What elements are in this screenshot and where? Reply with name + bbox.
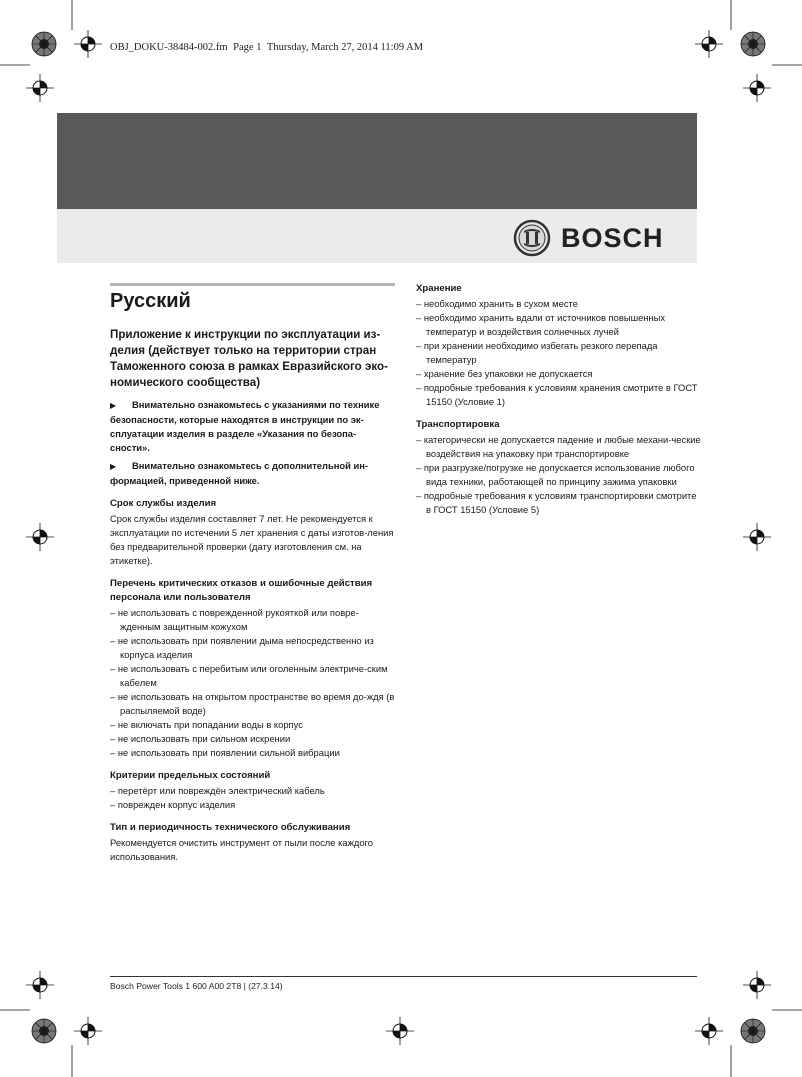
registration-target-icon [743, 971, 771, 999]
maintenance-heading: Тип и периодичность технического обслуживания [110, 822, 351, 833]
bullet-arrow-icon: ▶ [110, 401, 117, 410]
color-star-icon [741, 32, 765, 56]
registration-target-icon [695, 1017, 723, 1045]
color-star-icon [32, 1019, 56, 1043]
footer-text: Bosch Power Tools 1 600 A00 2T8 | (27.3.14) [110, 981, 283, 991]
file-slug [110, 42, 426, 53]
bullet-item: ▶ Внимательно ознакомьтесь с указаниями по технике безопасности, которые находятся в инструкции по эк-сплуатации изделия в разделе «Указания по безопа-сности». [110, 399, 380, 453]
list-item: – подробные требования к условиям хранения смотрите в ГОСТ 15150 (Условие 1) [416, 382, 698, 407]
list-item: – не использовать при сильном искрении [110, 733, 291, 744]
storage-list [416, 297, 701, 409]
bosch-armature-icon [513, 219, 551, 257]
failures-list [110, 606, 395, 760]
registration-target-icon [26, 971, 54, 999]
list-item: – хранение без упаковки не допускается [416, 368, 593, 379]
list-item: – не использовать с поврежденной рукояткой или повре-жденным защитным кожухом [110, 607, 359, 632]
maintenance-text: Рекомендуется очистить инструмент от пыли после каждого использования. [110, 837, 373, 862]
transport-list [416, 433, 701, 517]
list-item: – подробные требования к условиям транспортировки смотрите в ГОСТ 15150 (Условие 5) [416, 490, 697, 515]
registration-target-icon [74, 30, 102, 58]
storage-heading: Хранение [416, 283, 462, 294]
footer-rule [110, 976, 697, 977]
list-item: – поврежден корпус изделия [110, 799, 236, 810]
limits-list [110, 784, 395, 812]
list-item: – не включать при попадании воды в корпус [110, 719, 303, 730]
left-column [110, 283, 395, 864]
color-star-icon [32, 32, 56, 56]
document-subtitle: Приложение к инструкции по эксплуатации из-делия (действует только на территории стран Таможенного союза в рамках Евразийского эко-номического сообщества) [110, 328, 388, 389]
list-item: – при хранении необходимо избегать резкого перепада температур [416, 340, 658, 365]
registration-target-icon [743, 523, 771, 551]
list-item: – не использовать при появлении дыма непосредственно из корпуса изделия [110, 635, 374, 660]
right-column [416, 282, 701, 517]
list-item: – перетёрт или повреждён электрический кабель [110, 785, 325, 796]
header-band-dark [57, 113, 697, 209]
list-item: – необходимо хранить в сухом месте [416, 298, 578, 309]
color-star-icon [741, 1019, 765, 1043]
bullet-arrow-icon: ▶ [110, 462, 117, 471]
language-heading: Русский [110, 290, 191, 312]
list-item: – не использовать на открытом пространстве во время до-ждя (в распыляемой воде) [110, 691, 395, 716]
transport-heading: Транспортировка [416, 419, 500, 430]
brand-name: BOSCH [561, 222, 664, 253]
registration-target-icon [74, 1017, 102, 1045]
registration-target-icon [743, 74, 771, 102]
section-rule [110, 283, 395, 286]
list-item: – категорически не допускается падение и любые механи-ческие воздействия на упаковку при транспортировке [416, 434, 701, 459]
limits-heading: Критерии предельных состояний [110, 770, 271, 781]
list-item: – не использовать с перебитым или оголенным электриче-ским кабелем [110, 663, 388, 688]
slug-datetime: Thursday, March 27, 2014 11:09 AM [266, 42, 424, 53]
registration-target-icon [386, 1017, 414, 1045]
bullet-item: ▶ Внимательно ознакомьтесь с дополнительной ин-формацией, приведенной ниже. [110, 460, 369, 486]
service-life-heading: Срок службы изделия [110, 498, 217, 509]
registration-target-icon [26, 74, 54, 102]
list-item: – при разгрузке/погрузке не допускается использование любого вида техники, работающей по принципу зажима упаковки [416, 462, 695, 487]
bosch-logo [513, 219, 664, 257]
failures-heading: Перечень критических отказов и ошибочные действия персонала или пользователя [110, 578, 373, 603]
registration-target-icon [26, 523, 54, 551]
service-life-text: Срок службы изделия составляет 7 лет. Не рекомендуется к эксплуатации по истечении 5 лет хранения с даты изготов-ления без предварительной проверки (дату изготовления см. на этикетке). [110, 513, 394, 566]
slug-page: Page 1 [233, 42, 262, 53]
slug-filename: OBJ_DOKU-38484-002.fm [110, 42, 228, 53]
list-item: – не использовать при появлении сильной вибрации [110, 747, 340, 758]
list-item: – необходимо хранить вдали от источников повышенных температур и воздействия солнечных лучей [416, 312, 666, 337]
registration-target-icon [695, 30, 723, 58]
